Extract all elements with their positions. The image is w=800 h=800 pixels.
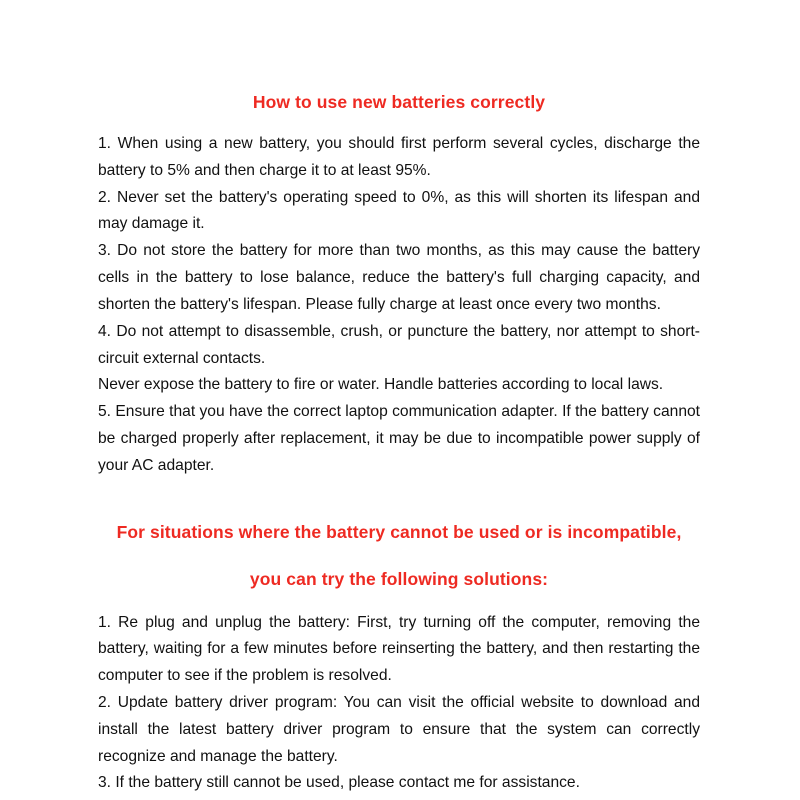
paragraph: 1. When using a new battery, you should first perform several cycles, discharge the battery to 5% and then charge it to at least 95%. xyxy=(98,135,700,179)
section-two-body xyxy=(98,610,700,798)
paragraph: 5. Ensure that you have the correct laptop communication adapter. If the battery cannot be charged properly after replacement, it may be due to incompatible power supply of your AC adapter. xyxy=(98,403,700,474)
paragraph: 2. Update battery driver program: You can visit the official website to download and install the latest battery driver program to ensure that the system can correctly recognize and manage the battery. xyxy=(98,694,700,765)
paragraph: 1. Re plug and unplug the battery: First, try turning off the computer, removing the battery, waiting for a few minutes before reinserting the battery, and then restarting the computer to see if the problem is resolved. xyxy=(98,613,700,685)
paragraph: 3. Do not store the battery for more than two months, as this may cause the battery cells in the battery to lose balance, reduce the battery's full charging capacity, and shorten the battery's lifespan. Please fully charge at least once every two months. xyxy=(98,242,700,313)
paragraph: 2. Never set the battery's operating speed to 0%, as this will shorten its lifespan and may damage it. xyxy=(98,188,700,233)
section-two-heading-line-two: you can try the following solutions: xyxy=(249,568,549,589)
section-one-heading: How to use new batteries correctly xyxy=(252,92,546,112)
section-one-body xyxy=(98,131,700,480)
paragraph: 3. If the battery still cannot be used, please contact me for assistance. xyxy=(98,774,580,792)
section-divider-space xyxy=(98,480,700,522)
section-two-heading-line-one: For situations where the battery cannot be used or is incompatible, xyxy=(116,521,682,542)
paragraph: 4. Do not attempt to disassemble, crush, or puncture the battery, nor attempt to short-circuit external contacts. xyxy=(98,322,700,367)
paragraph: Never expose the battery to fire or water. Handle batteries according to local laws. xyxy=(98,376,664,394)
